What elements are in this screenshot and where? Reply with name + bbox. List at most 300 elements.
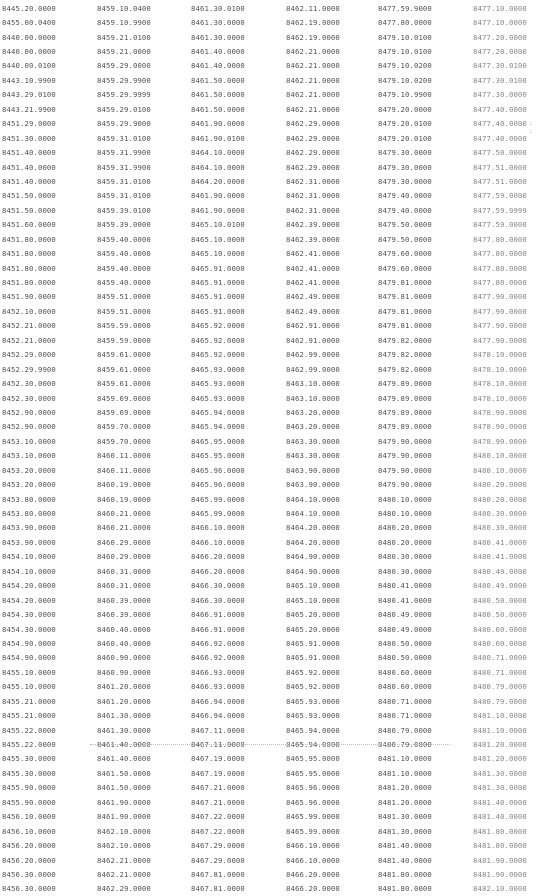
table-cell: 8479.89.0000 [378, 379, 432, 389]
table-cell: 8456.30.0000 [2, 869, 56, 879]
table-cell: 8465.99.0000 [191, 509, 245, 519]
table-cell: 8478.10.0000 [473, 350, 527, 360]
table-cell: 8460.11.0000 [97, 465, 151, 475]
table-cell: 8477.30.0000 [473, 90, 527, 100]
table-cell: 8481.80.0000 [378, 884, 432, 894]
table-cell: 8459.21.0100 [97, 32, 151, 42]
table-cell: 8467.11.0000 [191, 740, 245, 750]
table-cell: 8465.91.0000 [191, 263, 245, 273]
table-row [2, 30, 536, 44]
table-row [2, 362, 536, 376]
table-cell: 8477.59.0000 [473, 220, 527, 230]
table-cell: 8480.10.0000 [473, 465, 527, 475]
table-row [2, 521, 536, 535]
table-cell: 8481.40.0000 [378, 841, 432, 851]
table-cell: 8451.80.0000 [2, 249, 56, 259]
table-cell: 8452.90.0000 [2, 422, 56, 432]
table-cell: 8481.30.0000 [473, 768, 527, 778]
table-cell: 8479.81.0000 [378, 278, 432, 288]
table-row [2, 723, 536, 737]
table-cell: 8466.20.0000 [191, 552, 245, 562]
table-row [2, 232, 536, 246]
table-cell: 8462.99.0000 [286, 364, 340, 374]
page-footer-rule [90, 744, 450, 747]
table-cell: 8462.21.0000 [97, 869, 151, 879]
table-cell: 8465.96.0000 [191, 465, 245, 475]
table-cell: 8477.40.0000 [473, 119, 527, 129]
table-cell: 8479.82.0000 [378, 350, 432, 360]
table-row [2, 694, 536, 708]
table-cell: 8460.19.0000 [97, 494, 151, 504]
table-cell: 8459.40.0000 [97, 234, 151, 244]
table-cell: 8479.40.0000 [378, 205, 432, 215]
table-cell: 8467.22.0000 [191, 812, 245, 822]
table-row [2, 838, 536, 852]
table-cell: 8462.19.0000 [286, 32, 340, 42]
table-row [2, 160, 536, 174]
table-cell: 8466.93.0000 [191, 667, 245, 677]
table-cell: 8481.30.0000 [473, 783, 527, 793]
table-row [2, 853, 536, 867]
table-row [2, 477, 536, 491]
table-row [2, 203, 536, 217]
table-cell: 8456.20.0000 [2, 855, 56, 865]
table-cell: 8454.90.0000 [2, 653, 56, 663]
table-row [2, 88, 536, 102]
table-cell: 8478.90.0000 [473, 436, 527, 446]
table-cell: 8479.90.0000 [378, 480, 432, 490]
table-cell: 8453.10.0000 [2, 436, 56, 446]
table-cell: 8451.50.0000 [2, 205, 56, 215]
table-row [2, 319, 536, 333]
table-cell: 8466.10.0000 [286, 841, 340, 851]
table-cell: 8480.30.0000 [473, 523, 527, 533]
table-row [2, 593, 536, 607]
table-cell: 8467.81.0000 [191, 884, 245, 894]
table-cell: 8462.11.0000 [286, 3, 340, 13]
table-cell: 8455.90.0000 [2, 797, 56, 807]
table-cell: 8480.71.0000 [378, 696, 432, 706]
table-cell: 8462.49.0000 [286, 306, 340, 316]
table-cell: 8453.20.0000 [2, 465, 56, 475]
table-cell: 8465.95.0000 [286, 754, 340, 764]
table-cell: 8481.10.0000 [378, 754, 432, 764]
table-row [2, 15, 536, 29]
table-row [2, 824, 536, 838]
table-cell: 8481.80.0000 [473, 841, 527, 851]
table-cell: 8459.59.0000 [97, 335, 151, 345]
table-cell: 8465.99.0000 [191, 494, 245, 504]
table-cell: 8459.40.0000 [97, 263, 151, 273]
table-cell: 8465.96.0000 [286, 783, 340, 793]
table-cell: 8466.94.0000 [191, 696, 245, 706]
table-cell: 8452.29.9900 [2, 364, 56, 374]
table-row [2, 59, 536, 73]
table-cell: 8480.41.0000 [473, 537, 527, 547]
table-cell: 8454.90.0000 [2, 638, 56, 648]
table-cell: 8464.20.0000 [286, 537, 340, 547]
table-cell: 8459.40.0000 [97, 278, 151, 288]
table-cell: 8443.29.0100 [2, 90, 56, 100]
table-row [2, 218, 536, 232]
table-cell: 8480.60.0000 [378, 667, 432, 677]
table-cell: 8480.60.0000 [473, 624, 527, 634]
table-cell: 8465.92.0000 [191, 321, 245, 331]
table-cell: 8480.50.0000 [473, 595, 527, 605]
table-cell: 8465.10.0000 [286, 581, 340, 591]
table-cell: 8453.90.0000 [2, 523, 56, 533]
table-row [2, 44, 536, 58]
table-cell: 8462.41.0000 [286, 278, 340, 288]
table-cell: 8479.82.0000 [378, 335, 432, 345]
table-cell: 8465.10.0000 [191, 234, 245, 244]
table-cell: 8479.30.0000 [378, 148, 432, 158]
table-cell: 8459.61.0000 [97, 350, 151, 360]
table-cell: 8451.80.0000 [2, 234, 56, 244]
table-row [2, 174, 536, 188]
table-cell: 8460.21.0000 [97, 509, 151, 519]
table-cell: 8459.31.9900 [97, 148, 151, 158]
table-cell: 8462.91.0000 [286, 321, 340, 331]
table-row [2, 449, 536, 463]
table-cell: 8453.80.0000 [2, 509, 56, 519]
table-cell: 8480.20.0000 [473, 494, 527, 504]
table-row [2, 405, 536, 419]
table-cell: 8462.21.0000 [286, 75, 340, 85]
table-row [2, 579, 536, 593]
table-cell: 8456.30.0000 [2, 884, 56, 894]
table-cell: 8465.91.0000 [191, 306, 245, 316]
table-cell: 8461.50.0000 [97, 783, 151, 793]
table-cell: 8466.20.0000 [286, 869, 340, 879]
table-cell: 8443.10.9900 [2, 75, 56, 85]
table-cell: 8463.30.0000 [286, 451, 340, 461]
table-cell: 8479.30.0000 [378, 176, 432, 186]
table-cell: 8455.00.0400 [2, 18, 56, 28]
table-cell: 8459.69.0000 [97, 407, 151, 417]
table-cell: 8479.81.0000 [378, 321, 432, 331]
table-cell: 8463.90.0000 [286, 480, 340, 490]
table-row [2, 651, 536, 665]
table-cell: 8452.29.0000 [2, 350, 56, 360]
table-cell: 8464.20.0000 [191, 176, 245, 186]
table-row [2, 1, 536, 15]
table-cell: 8477.80.0000 [378, 18, 432, 28]
table-cell: 8454.30.0000 [2, 610, 56, 620]
table-cell: 8480.49.0000 [473, 566, 527, 576]
table-cell: 8443.21.9900 [2, 104, 56, 114]
table-cell: 8453.80.0000 [2, 494, 56, 504]
table-cell: 8477.50.0000 [473, 148, 527, 158]
table-cell: 8459.29.0000 [97, 61, 151, 71]
table-cell: 8477.20.0000 [473, 32, 527, 42]
table-cell: 8477.20.0000 [473, 47, 527, 57]
table-cell: 8460.39.0000 [97, 610, 151, 620]
table-cell: 8479.30.0000 [378, 162, 432, 172]
table-cell: 8461.30.0000 [97, 711, 151, 721]
table-cell: 8456.10.0000 [2, 812, 56, 822]
table-cell: 8459.31.9900 [97, 162, 151, 172]
table-cell: 8479.81.0000 [378, 306, 432, 316]
table-cell: 8459.31.0100 [97, 133, 151, 143]
table-cell: 8465.93.0000 [191, 379, 245, 389]
table-cell: 8462.91.0000 [286, 335, 340, 345]
table-cell: 8464.10.0000 [286, 509, 340, 519]
table-cell: 8465.92.0000 [286, 682, 340, 692]
table-cell: 8463.20.0000 [286, 422, 340, 432]
table-cell: 8455.10.0000 [2, 682, 56, 692]
table-cell: 8464.10.0000 [191, 148, 245, 158]
table-cell: 8481.20.0000 [378, 797, 432, 807]
table-cell: 8477.90.0000 [473, 335, 527, 345]
table-cell: 8454.20.0000 [2, 581, 56, 591]
table-cell: 8477.90.0000 [473, 292, 527, 302]
table-cell: 8465.93.0000 [286, 696, 340, 706]
table-cell: 8464.20.0000 [286, 523, 340, 533]
table-cell: 8465.91.0000 [286, 638, 340, 648]
table-cell: 8455.90.0000 [2, 783, 56, 793]
table-cell: 8454.30.0000 [2, 624, 56, 634]
table-row [2, 622, 536, 636]
table-cell: 8480.79.0000 [473, 682, 527, 692]
table-row [2, 607, 536, 621]
table-cell: 8462.21.0000 [286, 90, 340, 100]
table-cell: 8481.40.0000 [473, 812, 527, 822]
table-cell: 8454.20.0000 [2, 595, 56, 605]
table-cell: 8460.21.0000 [97, 523, 151, 533]
table-cell: 8465.93.0000 [286, 711, 340, 721]
table-cell: 8481.90.0000 [473, 869, 527, 879]
table-cell: 8479.90.0000 [378, 436, 432, 446]
table-cell: 8465.94.0000 [191, 407, 245, 417]
table-cell: 8479.89.0000 [378, 407, 432, 417]
table-cell: 8454.10.0000 [2, 552, 56, 562]
table-cell: 8478.90.0000 [473, 407, 527, 417]
table-row [2, 795, 536, 809]
table-cell: 8461.40.0000 [97, 740, 151, 750]
table-cell: 8462.21.0000 [286, 104, 340, 114]
table-cell: 8479.10.0100 [378, 32, 432, 42]
table-cell: 8461.50.0000 [191, 104, 245, 114]
table-cell: 8461.40.0000 [191, 47, 245, 57]
table-row [2, 145, 536, 159]
table-cell: 8460.31.0000 [97, 581, 151, 591]
table-row [2, 261, 536, 275]
table-cell: 8481.40.0000 [473, 797, 527, 807]
table-cell: 8459.40.0000 [97, 249, 151, 259]
table-cell: 8463.10.0000 [286, 379, 340, 389]
table-row [2, 506, 536, 520]
table-cell: 8453.20.0000 [2, 480, 56, 490]
table-cell: 8477.59.9000 [378, 3, 432, 13]
table-cell: 8467.19.0000 [191, 768, 245, 778]
table-cell: 8453.10.0000 [2, 451, 56, 461]
table-cell: 8440.00.0100 [2, 61, 56, 71]
table-row [2, 333, 536, 347]
table-cell: 8462.21.0000 [97, 855, 151, 865]
table-row [2, 304, 536, 318]
table-cell: 8478.10.0000 [473, 393, 527, 403]
table-cell: 8461.30.0000 [191, 18, 245, 28]
table-cell: 8462.10.0000 [97, 826, 151, 836]
table-cell: 8462.10.0000 [97, 841, 151, 851]
table-row [2, 535, 536, 549]
table-cell: 8464.10.0000 [191, 162, 245, 172]
table-cell: 8480.20.0000 [378, 523, 432, 533]
table-cell: 8451.50.0000 [2, 191, 56, 201]
table-cell: 8463.10.0000 [286, 393, 340, 403]
table-cell: 8465.95.0000 [286, 768, 340, 778]
table-cell: 8461.20.0000 [97, 696, 151, 706]
table-row [2, 275, 536, 289]
table-cell: 8451.40.0000 [2, 162, 56, 172]
table-cell: 8477.30.0100 [473, 75, 527, 85]
table-row [2, 131, 536, 145]
table-row [2, 867, 536, 881]
table-cell: 8480.30.0000 [378, 552, 432, 562]
table-cell: 8481.30.0000 [378, 826, 432, 836]
table-cell: 8477.80.0000 [473, 263, 527, 273]
table-cell: 8459.61.0000 [97, 379, 151, 389]
table-row [2, 117, 536, 131]
table-row [2, 492, 536, 506]
table-cell: 8465.92.0000 [191, 350, 245, 360]
table-cell: 8480.79.0000 [473, 696, 527, 706]
table-cell: 8480.20.0000 [378, 537, 432, 547]
table-cell: 8459.39.0000 [97, 220, 151, 230]
table-cell: 8480.79.0000 [378, 740, 432, 750]
table-cell: 8459.51.0000 [97, 292, 151, 302]
table-cell: 8477.80.0000 [473, 249, 527, 259]
table-cell: 8460.39.0000 [97, 595, 151, 605]
table-cell: 8481.90.0000 [473, 855, 527, 865]
table-cell: 8480.10.0000 [473, 451, 527, 461]
table-row [2, 246, 536, 260]
table-cell: 8477.40.0000 [473, 104, 527, 114]
table-cell: 8477.10.0000 [473, 3, 527, 13]
table-cell: 8477.90.0000 [473, 321, 527, 331]
table-cell: 8466.92.0000 [191, 653, 245, 663]
table-cell: 8466.20.0000 [286, 884, 340, 894]
table-row [2, 102, 536, 116]
table-cell: 8455.30.0000 [2, 754, 56, 764]
table-cell: 8465.20.0000 [286, 610, 340, 620]
table-cell: 8465.20.0000 [286, 624, 340, 634]
table-cell: 8465.99.0000 [286, 812, 340, 822]
table-cell: 8462.21.0000 [286, 61, 340, 71]
table-cell: 8459.10.9900 [97, 18, 151, 28]
table-row [2, 290, 536, 304]
table-cell: 8478.10.0000 [473, 364, 527, 374]
table-cell: 8480.10.0000 [378, 509, 432, 519]
table-cell: 8456.20.0000 [2, 841, 56, 851]
table-cell: 8460.31.0000 [97, 566, 151, 576]
table-row [2, 781, 536, 795]
table-cell: 8467.19.0000 [191, 754, 245, 764]
table-cell: 8462.29.0000 [286, 148, 340, 158]
table-cell: 8481.30.0000 [378, 812, 432, 822]
table-cell: 8467.21.0000 [191, 783, 245, 793]
table-cell: 8466.93.0000 [191, 682, 245, 692]
table-cell: 8467.21.0000 [191, 797, 245, 807]
table-cell: 8464.90.0000 [286, 566, 340, 576]
table-cell: 8480.50.0000 [378, 653, 432, 663]
table-cell: 8461.40.0000 [191, 61, 245, 71]
table-cell: 8479.90.0000 [378, 451, 432, 461]
table-cell: 8481.10.0000 [473, 711, 527, 721]
table-cell: 8459.29.9900 [97, 75, 151, 85]
table-cell: 8451.90.0000 [2, 292, 56, 302]
table-cell: 8451.80.0000 [2, 263, 56, 273]
table-cell: 8455.30.0000 [2, 768, 56, 778]
table-cell: 8466.94.0000 [191, 711, 245, 721]
table-cell: 8477.30.0100 [473, 61, 527, 71]
table-cell: 8479.10.9900 [378, 90, 432, 100]
table-cell: 8481.10.0000 [473, 725, 527, 735]
table-cell: 8460.90.0000 [97, 667, 151, 677]
table-cell: 8462.29.0000 [286, 133, 340, 143]
table-cell: 8479.20.0100 [378, 133, 432, 143]
table-cell: 8452.90.0000 [2, 407, 56, 417]
table-cell: 8478.10.0000 [473, 379, 527, 389]
table-cell: 8465.95.0000 [191, 436, 245, 446]
table-row [2, 882, 536, 896]
table-cell: 8480.20.0000 [473, 480, 527, 490]
table-cell: 8462.21.0000 [286, 47, 340, 57]
table-cell: 8479.90.0000 [378, 465, 432, 475]
table-cell: 8480.60.0000 [378, 682, 432, 692]
table-cell: 8460.40.0000 [97, 638, 151, 648]
table-cell: 8465.91.0000 [286, 653, 340, 663]
table-row [2, 463, 536, 477]
table-cell: 8480.79.0000 [378, 725, 432, 735]
table-cell: 8451.40.0000 [2, 176, 56, 186]
table-cell: 8467.29.0000 [191, 855, 245, 865]
table-cell: 8481.80.0000 [473, 826, 527, 836]
table-cell: 8480.41.0000 [473, 552, 527, 562]
table-cell: 8477.40.0000 [473, 133, 527, 143]
table-cell: 8479.10.0200 [378, 75, 432, 85]
table-cell: 8479.60.0000 [378, 263, 432, 273]
table-cell: 8482.10.0000 [473, 884, 527, 894]
table-cell: 8461.90.0000 [191, 191, 245, 201]
table-cell: 8480.49.0000 [378, 610, 432, 620]
table-row [2, 665, 536, 679]
table-cell: 8465.99.0000 [286, 826, 340, 836]
table-cell: 8455.22.0000 [2, 740, 56, 750]
table-cell: 8459.70.0000 [97, 436, 151, 446]
table-cell: 8465.94.0000 [191, 422, 245, 432]
table-cell: 8445.20.0000 [2, 3, 56, 13]
table-cell: 8459.39.0100 [97, 205, 151, 215]
table-cell: 8477.80.0000 [473, 234, 527, 244]
table-cell: 8480.10.0000 [378, 494, 432, 504]
table-cell: 8479.82.0000 [378, 364, 432, 374]
table-cell: 8459.29.0100 [97, 104, 151, 114]
table-cell: 8465.94.0000 [286, 725, 340, 735]
table-row [2, 391, 536, 405]
table-cell: 8440.00.0000 [2, 32, 56, 42]
table-cell: 8481.20.0000 [473, 740, 527, 750]
table-cell: 8480.41.0000 [378, 595, 432, 605]
table-cell: 8455.21.0000 [2, 696, 56, 706]
table-row [2, 810, 536, 824]
table-cell: 8466.91.0000 [191, 610, 245, 620]
table-row [2, 752, 536, 766]
table-cell: 8459.51.0000 [97, 306, 151, 316]
table-cell: 8461.50.0000 [97, 768, 151, 778]
table-cell: 8459.31.0100 [97, 176, 151, 186]
